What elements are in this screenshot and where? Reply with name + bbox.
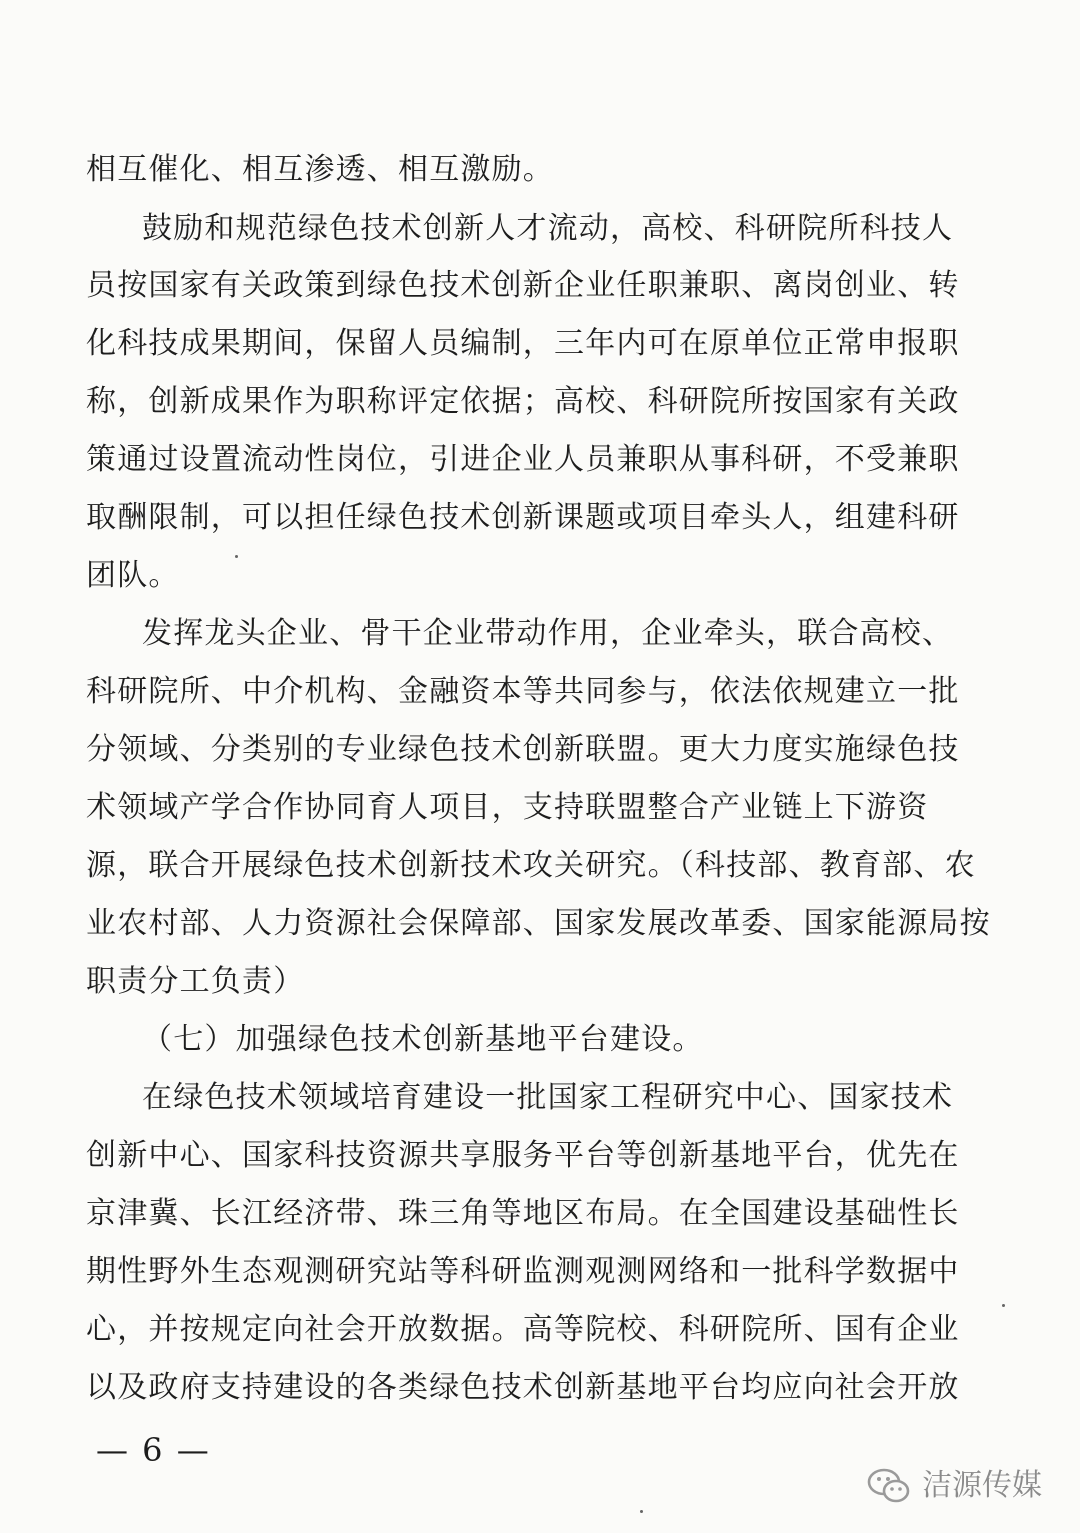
scan-speck — [640, 1510, 643, 1513]
text-line-20: 期性野外生态观测研究站等科研监测观测网络和一批科学数据中 — [86, 1254, 960, 1289]
text-line-15: 职责分工负责） — [86, 964, 305, 999]
text-line-1: 相互催化、相互渗透、相互激励。 — [86, 152, 554, 187]
text-line-3: 员按国家有关政策到绿色技术创新企业任职兼职、离岗创业、转 — [86, 268, 960, 303]
text-line-22: 以及政府支持建设的各类绿色技术创新基地平台均应向社会开放 — [86, 1370, 960, 1405]
text-line-7: 取酬限制，可以担任绿色技术创新课题或项目牵头人，组建科研 — [86, 500, 960, 535]
text-line-4: 化科技成果期间，保留人员编制，三年内可在原单位正常申报职 — [86, 326, 960, 361]
text-line-10: 科研院所、中介机构、金融资本等共同参与，依法依规建立一批 — [86, 674, 960, 709]
text-line-21: 心，并按规定向社会开放数据。高等院校、科研院所、国有企业 — [86, 1312, 960, 1347]
text-line-8: 团队。 — [86, 558, 180, 593]
text-line-12: 术领域产学合作协同育人项目，支持联盟整合产业链上下游资 — [86, 790, 929, 825]
text-line-2: 鼓励和规范绿色技术创新人才流动，高校、科研院所科技人 — [142, 211, 954, 246]
text-line-5: 称，创新成果作为职称评定依据；高校、科研院所按国家有关政 — [86, 384, 960, 419]
text-line-6: 策通过设置流动性岗位，引进企业人员兼职从事科研，不受兼职 — [86, 442, 960, 477]
text-line-14: 业农村部、人力资源社会保障部、国家发展改革委、国家能源局按 — [86, 906, 991, 941]
wechat-icon — [866, 1466, 912, 1506]
scan-speck — [235, 555, 238, 558]
text-line-17: 在绿色技术领域培育建设一批国家工程研究中心、国家技术 — [142, 1080, 954, 1115]
text-line-11: 分领域、分类别的专业绿色技术创新联盟。更大力度实施绿色技 — [86, 732, 960, 767]
section-heading: （七）加强绿色技术创新基地平台建设。 — [142, 1022, 704, 1057]
watermark — [866, 1466, 1042, 1506]
text-line-9: 发挥龙头企业、骨干企业带动作用，企业牵头，联合高校、 — [142, 616, 954, 651]
page-number: — 6 — — [96, 1431, 211, 1469]
text-line-18: 创新中心、国家科技资源共享服务平台等创新基地平台，优先在 — [86, 1138, 960, 1173]
text-line-19: 京津冀、长江经济带、珠三角等地区布局。在全国建设基础性长 — [86, 1196, 960, 1231]
watermark-label: 洁源传媒 — [922, 1468, 1042, 1503]
text-line-13: 源，联合开展绿色技术创新技术攻关研究。（科技部、教育部、农 — [86, 848, 976, 883]
scan-speck — [1002, 1304, 1005, 1307]
